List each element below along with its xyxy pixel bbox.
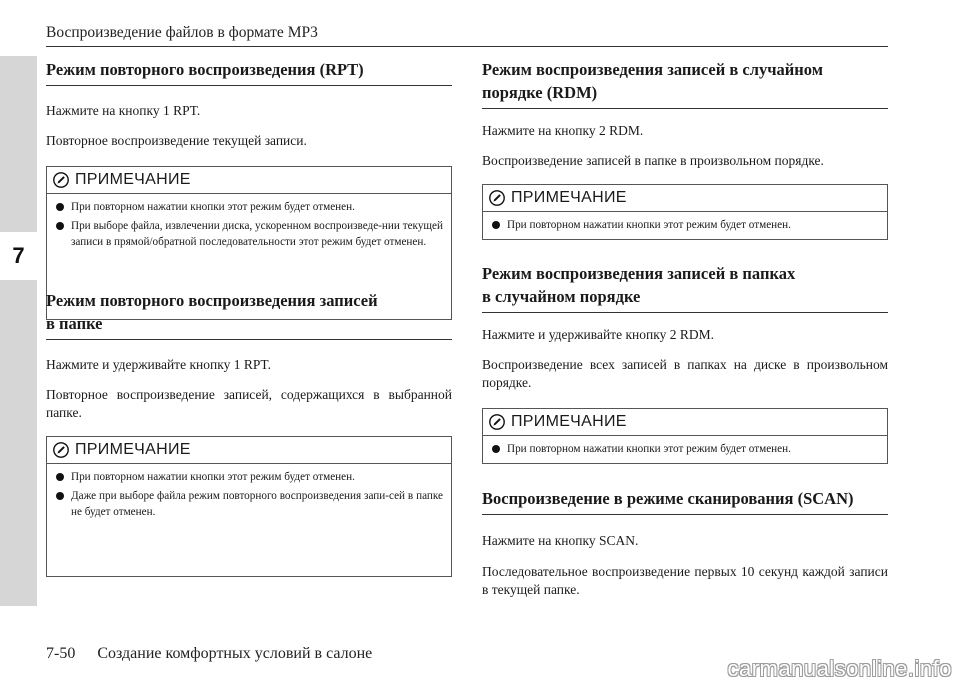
rdm-section bbox=[482, 58, 888, 109]
note-list bbox=[483, 212, 887, 240]
rdm-description: Воспроизведение записей в папке в произвольном порядке. bbox=[482, 153, 824, 168]
bullet-icon bbox=[56, 222, 64, 230]
folder-rdm-section bbox=[482, 262, 888, 313]
bullet-icon bbox=[56, 473, 64, 481]
note-list bbox=[47, 194, 451, 257]
folder-rpt-note bbox=[46, 436, 452, 577]
note-header bbox=[47, 167, 451, 194]
note-label: ПРИМЕЧАНИЕ bbox=[511, 189, 627, 206]
chapter-side-strip bbox=[0, 56, 37, 606]
rdm-note bbox=[482, 184, 888, 240]
pencil-icon bbox=[489, 414, 505, 430]
note-item: При повторном нажатии кнопки этот режим будет отменен. bbox=[491, 217, 879, 233]
rpt-description: Повторное воспроизведение текущей записи. bbox=[46, 133, 307, 148]
page-footer bbox=[46, 645, 372, 663]
header-divider bbox=[46, 46, 888, 47]
bullet-icon bbox=[492, 445, 500, 453]
note-header bbox=[483, 185, 887, 212]
note-header bbox=[47, 437, 451, 464]
bullet-icon bbox=[56, 203, 64, 211]
folder-rpt-description: Повторное воспроизведение записей, содержащихся в выбранной папке. bbox=[46, 387, 452, 420]
rpt-section bbox=[46, 58, 452, 86]
watermark: carmanualsonline.info bbox=[727, 656, 952, 681]
note-list bbox=[483, 436, 887, 464]
rdm-title: Режим воспроизведения записей в случайном порядке (RDM) bbox=[482, 58, 888, 109]
pencil-icon bbox=[53, 172, 69, 188]
folder-rpt-title: Режим повторного воспроизведения записей в папке bbox=[46, 289, 452, 340]
rdm-step: Нажмите на кнопку 2 RDM. bbox=[482, 123, 644, 138]
note-label: ПРИМЕЧАНИЕ bbox=[511, 413, 627, 430]
scan-step: Нажмите на кнопку SCAN. bbox=[482, 533, 639, 548]
folder-rdm-step: Нажмите и удерживайте кнопку 2 RDM. bbox=[482, 327, 714, 342]
note-label: ПРИМЕЧАНИЕ bbox=[75, 441, 191, 458]
page-number: 7-50 bbox=[46, 645, 76, 662]
note-item: Даже при выборе файла режим повторного воспроизведения запи-сей в папке не будет отменен. bbox=[55, 488, 443, 520]
folder-rdm-description: Воспроизведение всех записей в папках на диске в произвольном порядке. bbox=[482, 357, 888, 390]
scan-title: Воспроизведение в режиме сканирования (SCAN) bbox=[482, 487, 888, 515]
folder-rdm-title: Режим воспроизведения записей в папках в случайном порядке bbox=[482, 262, 888, 313]
note-header bbox=[483, 409, 887, 436]
folder-rpt-section bbox=[46, 289, 452, 340]
scan-section bbox=[482, 487, 888, 515]
rpt-step: Нажмите на кнопку 1 RPT. bbox=[46, 103, 201, 118]
note-item: При повторном нажатии кнопки этот режим будет отменен. bbox=[55, 469, 443, 485]
pencil-icon bbox=[53, 442, 69, 458]
rpt-title: Режим повторного воспроизведения (RPT) bbox=[46, 58, 452, 86]
scan-description: Последовательное воспроизведение первых 10 секунд каждой записи в текущей папке. bbox=[482, 564, 888, 597]
chapter-tab: 7 bbox=[0, 232, 37, 280]
folder-rpt-step: Нажмите и удерживайте кнопку 1 RPT. bbox=[46, 357, 271, 372]
page-header-title: Воспроизведение файлов в формате MP3 bbox=[46, 24, 318, 41]
bullet-icon bbox=[56, 492, 64, 500]
note-item: При выборе файла, извлечении диска, ускоренном воспроизведе-нии текущей записи в прямой/обратной последовательности этот режим будет отменен. bbox=[55, 218, 443, 250]
note-item: При повторном нажатии кнопки этот режим будет отменен. bbox=[55, 199, 443, 215]
footer-section-title: Создание комфортных условий в салоне bbox=[97, 645, 373, 662]
pencil-icon bbox=[489, 190, 505, 206]
note-list bbox=[47, 464, 451, 527]
note-label: ПРИМЕЧАНИЕ bbox=[75, 171, 191, 188]
folder-rdm-note bbox=[482, 408, 888, 464]
bullet-icon bbox=[492, 221, 500, 229]
note-item: При повторном нажатии кнопки этот режим будет отменен. bbox=[491, 441, 879, 457]
